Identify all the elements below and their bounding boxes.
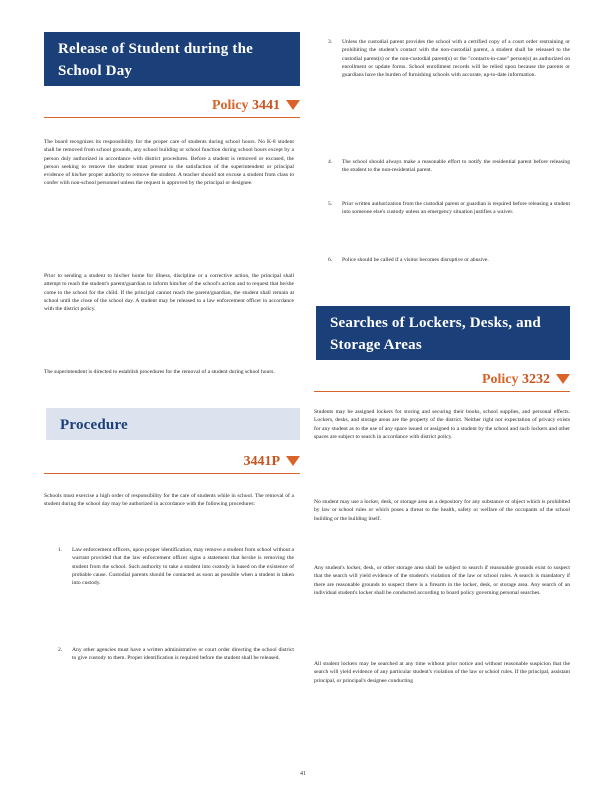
searches-paragraph-4: All student lockers may be searched at any time without prior notice and without reasonable suspicion that the search will yield evidence of any particular student's violation of the law or school rules. If the principal, assistant principal, or principal's designee conducting [314,661,570,684]
policy-number: 3441 [252,98,280,113]
triangle-down-icon [286,456,300,466]
policy-3232-header [314,372,570,392]
release-paragraph-1: The board recognizes its responsibility for the proper care of students during school hours. No K-8 student shall be removed from school grounds, any school building or school function during school hours except by a person duly authorized in accordance with district procedures. Before a student is removed or excused, the person seeking to remove the student must present to the satisfaction of the superintendent or principal evidence of his/her proper authority to remove the student. A teacher should not excuse a student from class to confer with non-school personnel unless the request is approved by the principal or designee. [44,139,294,187]
item-text: Prior written authorization from the custodial parent or guardian is required before releasing a student into someone else's custody unless an emergency situation justifies a waiver. [342,201,570,216]
searches-section-title [316,306,570,360]
searches-paragraph-1: Students may be assigned lockers for storing and securing their books, school supplies, and personal effects. Lockers, desks, and storage areas are the property of the district. Neither right nor expectation of privacy exists for any student as to the use of any space issued or assigned to a student by the school and such lockers and other spaces are subject to search in accordance with district policy. [314,409,570,440]
procedure-item-5 [328,200,570,217]
procedure-section-title [46,408,300,440]
procedure-3441p-header [44,454,300,474]
item-text: The school should always make a reasonable effort to notify the residential parent before releasing the student to the non-residential parent. [342,159,570,174]
policy-number: 3232 [522,372,550,387]
searches-paragraph-2: No student may use a locker, desk, or storage area as a depository for any substance or object which is prohibited by law or school rules or which poses a threat to the health, safety or welfare of the occupants of the school building or the building itself. [314,499,570,522]
searches-title-text: Searches of Lockers, Desks, and Storage Areas [330,315,541,353]
procedure-title-text: Procedure [60,417,128,433]
procedure-item-2 [58,646,294,663]
searches-paragraph-3: Any student's locker, desk, or other storage area shall be subject to search if reasonable grounds exist to suspect that the search will yield evidence of the student's violation of the law or school rules. A search is mandatory if there are reasonable grounds to suspect there is a firearm in the locker, desk, or storage area. Any search of an individual student's locker shall be conducted according to board policy governing personal searches. [314,565,570,596]
item-text: Law enforcement officers, upon proper identification, may remove a student from school without a warrant provided that the law enforcement officer signs a statement that he/she is removing the student from the school. Such authority to take a student into custody is based on the existence of probable cause. Custodial parents should be contacted as soon as possible when a student is taken into custody. [72,547,294,587]
item-number: 5. [328,201,333,207]
triangle-down-icon [556,374,570,384]
policy-3441-header [44,98,300,118]
policy-label: Policy [481,372,519,387]
item-text: Unless the custodial parent provides the school with a certified copy of a court order restraining or prohibiting the student's contact with the non-custodial parent, a student shall be released to the custodial parent(s) or the non-custodial parent(s) or the "contacts-in-case" person(s) as authorized on enrollment or update forms. School enrollment records will be relied upon because the parents or guardians have the burden of furnishing schools with accurate, up-to-date information. [342,39,570,79]
release-paragraph-3: The superintendent is directed to establish procedures for the removal of a student during school hours. [44,369,275,375]
item-number: 4. [328,159,333,165]
item-number: 6. [328,257,333,263]
page-number: 41 [300,771,306,777]
release-paragraph-2: Prior to sending a student to his/her home for illness, discipline or a corrective action, the principal shall attempt to reach the student's parent/guardian to inform him/her of the school's action and to request that he/she come to the school for the child. If the principal cannot reach the parent/guardian, the student shall remain at school until the close of the school day. A student may be released to a law enforcement officer in accordance with the district policy. [44,273,294,313]
procedure-intro: Schools must exercise a high order of responsibility for the care of students while in school. The removal of a student during the school day may be authorized in accordance with the following procedures: [44,493,294,508]
release-title-text: Release of Student during the School Day [58,41,253,79]
item-number: 1. [58,547,63,553]
item-text: Any other agencies must have a written administrative or court order directing the school district to give custody to them. Proper identification is required before the student shall be released. [72,647,294,662]
policy-label: Policy [211,98,249,113]
procedure-item-6 [328,256,570,264]
procedure-number: 3441P [243,454,280,469]
item-number: 3. [328,39,333,45]
item-number: 2. [58,647,63,653]
procedure-item-4 [328,158,570,175]
procedure-item-3 [328,38,570,79]
triangle-down-icon [286,100,300,110]
item-text: Police should be called if a visitor becomes disruptive or abusive. [342,257,489,263]
procedure-item-1 [58,546,294,587]
release-section-title [44,32,300,86]
